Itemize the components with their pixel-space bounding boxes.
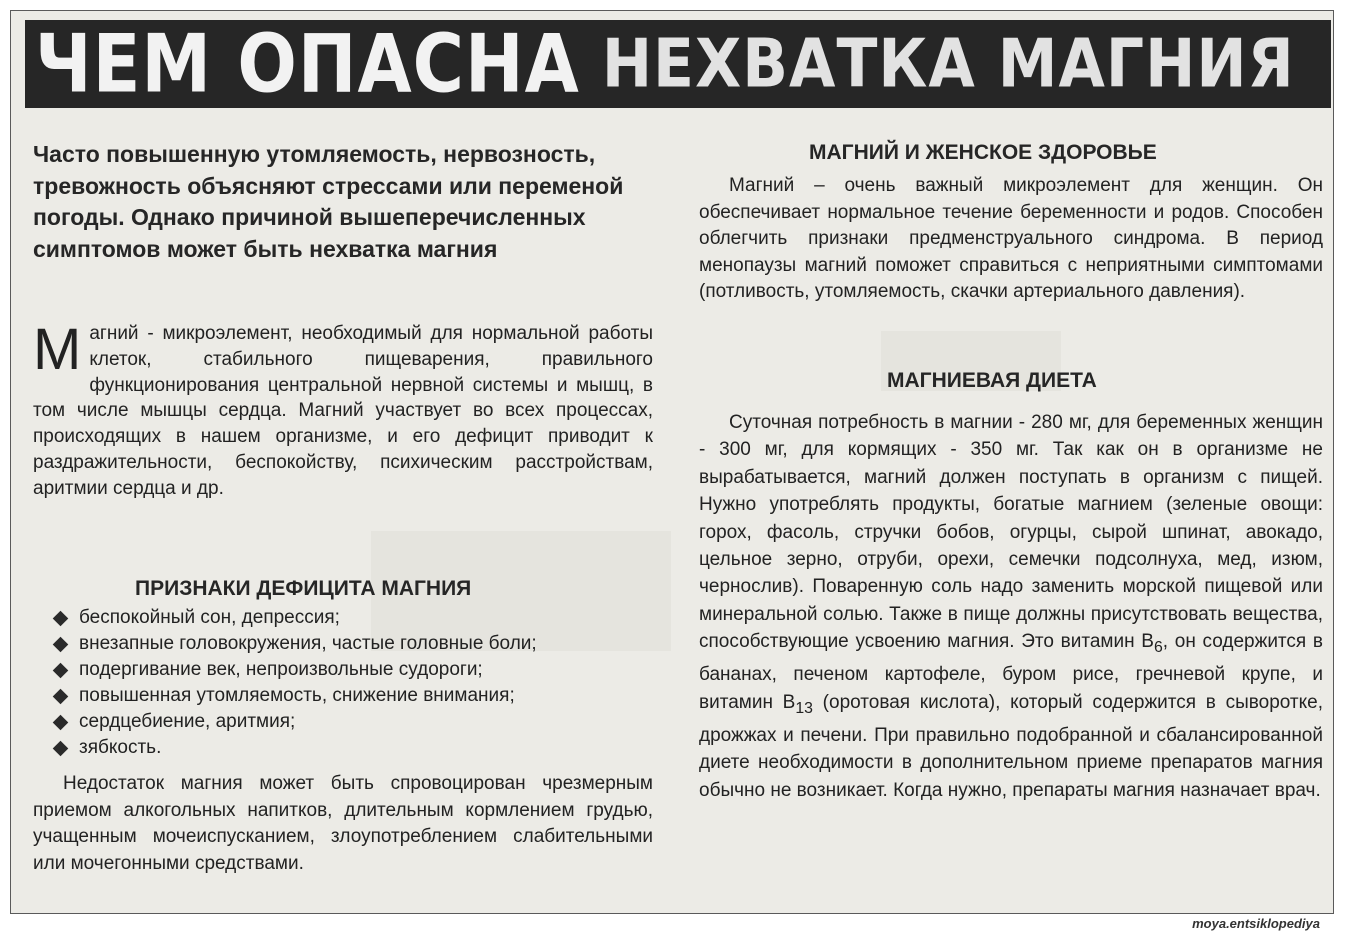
diet-text-c: (оротовая кислота), который содержится в сыворотке, дрожжах и печени. При правильно подобранной и сбалансированной диете необходимости в дополнительном приеме препаратов магния обычно не возникает. Когда нужно, препараты магния назначает врач. (699, 691, 1323, 801)
subscript-b6: 6 (1153, 639, 1163, 657)
diet-paragraph (699, 409, 1323, 804)
newspaper-clipping (10, 10, 1334, 914)
list-item (51, 605, 661, 631)
sign-text: подергивание век, непроизвольные судороги; (79, 659, 483, 680)
list-item (51, 709, 661, 735)
left-body-paragraph (33, 317, 653, 502)
left-tail (33, 771, 653, 877)
women-health-body (699, 173, 1323, 306)
left-tail-text: Недостаток магния может быть спровоцирован чрезмерным приемом алкогольных напитков, длительным кормлением грудью, учащенным мочеиспусканием, злоупотреблением слабительными или мочегонными средствами. (33, 773, 653, 874)
diamond-bullet-icon (53, 662, 69, 678)
women-health-title: МАГНИЙ И ЖЕНСКОЕ ЗДОРОВЬЕ (809, 141, 1157, 164)
subscript-b13: 13 (795, 699, 813, 717)
headline-part-2: НЕХВАТКА МАГНИЯ (601, 24, 1295, 104)
diet-section-title: МАГНИЕВАЯ ДИЕТА (887, 369, 1097, 392)
list-item (51, 735, 661, 761)
drop-cap: М (33, 317, 82, 382)
intro-text: Часто повышенную утомляемость, нервозность, тревожность объясняют стрессами или переменой погоды. Однако причиной вышеперечисленных симптомов может быть нехватка магния (33, 141, 624, 262)
left-body (33, 317, 653, 502)
left-body-text: агний - микроэлемент, необходимый для нормальной работы клеток, стабильного пищеварения, правильного функционирования центральной нервной системы и мышц, в том числе мышцы сердца. Магний участвует во всех процессах, происходящих в нашем организме, и его дефицит приводит к раздражительности, беспокойству, психическим расстройствам, аритмии сердца и др. (33, 323, 653, 499)
diamond-bullet-icon (53, 636, 69, 652)
sign-text: сердцебиение, аритмия; (79, 711, 296, 732)
diamond-bullet-icon (53, 714, 69, 730)
list-item (51, 631, 661, 657)
site-watermark: moya.entsiklopediya (1192, 916, 1320, 931)
deficiency-section-title: ПРИЗНАКИ ДЕФИЦИТА МАГНИЯ (135, 577, 472, 600)
intro-lead (33, 139, 653, 265)
headline-banner (25, 20, 1331, 108)
deficiency-signs-list (51, 605, 661, 761)
diamond-bullet-icon (53, 740, 69, 756)
women-health-text: Магний – очень важный микроэлемент для женщин. Он обеспечивает нормальное течение беременности и родов. Способен облегчить признаки предменструального синдрома. В период менопаузы магний поможет справиться с неприятными симптомами (потливость, утомляемость, скачки артериального давления). (699, 175, 1323, 303)
diamond-bullet-icon (53, 688, 69, 704)
diamond-bullet-icon (53, 610, 69, 626)
diet-text-b: , он содержится в бананах, печеном картофеле, буром рисе, гречневой крупе, и витамин В (699, 631, 1323, 713)
sign-text: зябкость. (79, 737, 162, 758)
diet-text-a: Суточная потребность в магнии - 280 мг, для беременных женщин - 300 мг, для кормящих - 350 мг. Так как он в организме не вырабатывается, магний должен поступать в организм с пищей. Нужно употреблять продукты, богатые магнием (зеленые овощи: горох, фасоль, стручки бобов, огурцы, сырой шпинат, авокадо, цельное зерно, отруби, орехи, семечки подсолнуха, мед, изюм, чернослив). Поваренную соль надо заменить морской пищевой или минеральной солью. Также в пище должны присутствовать вещества, способствующие усвоению магния. Это витамин В (699, 412, 1323, 653)
list-item (51, 683, 661, 709)
diet-body (699, 409, 1323, 804)
headline-part-1: ЧЕМ ОПАСНА (35, 20, 580, 108)
sign-text: беспокойный сон, депрессия; (79, 607, 340, 628)
sign-text: внезапные головокружения, частые головные боли; (79, 633, 537, 654)
list-item (51, 657, 661, 683)
sign-text: повышенная утомляемость, снижение внимания; (79, 685, 515, 706)
